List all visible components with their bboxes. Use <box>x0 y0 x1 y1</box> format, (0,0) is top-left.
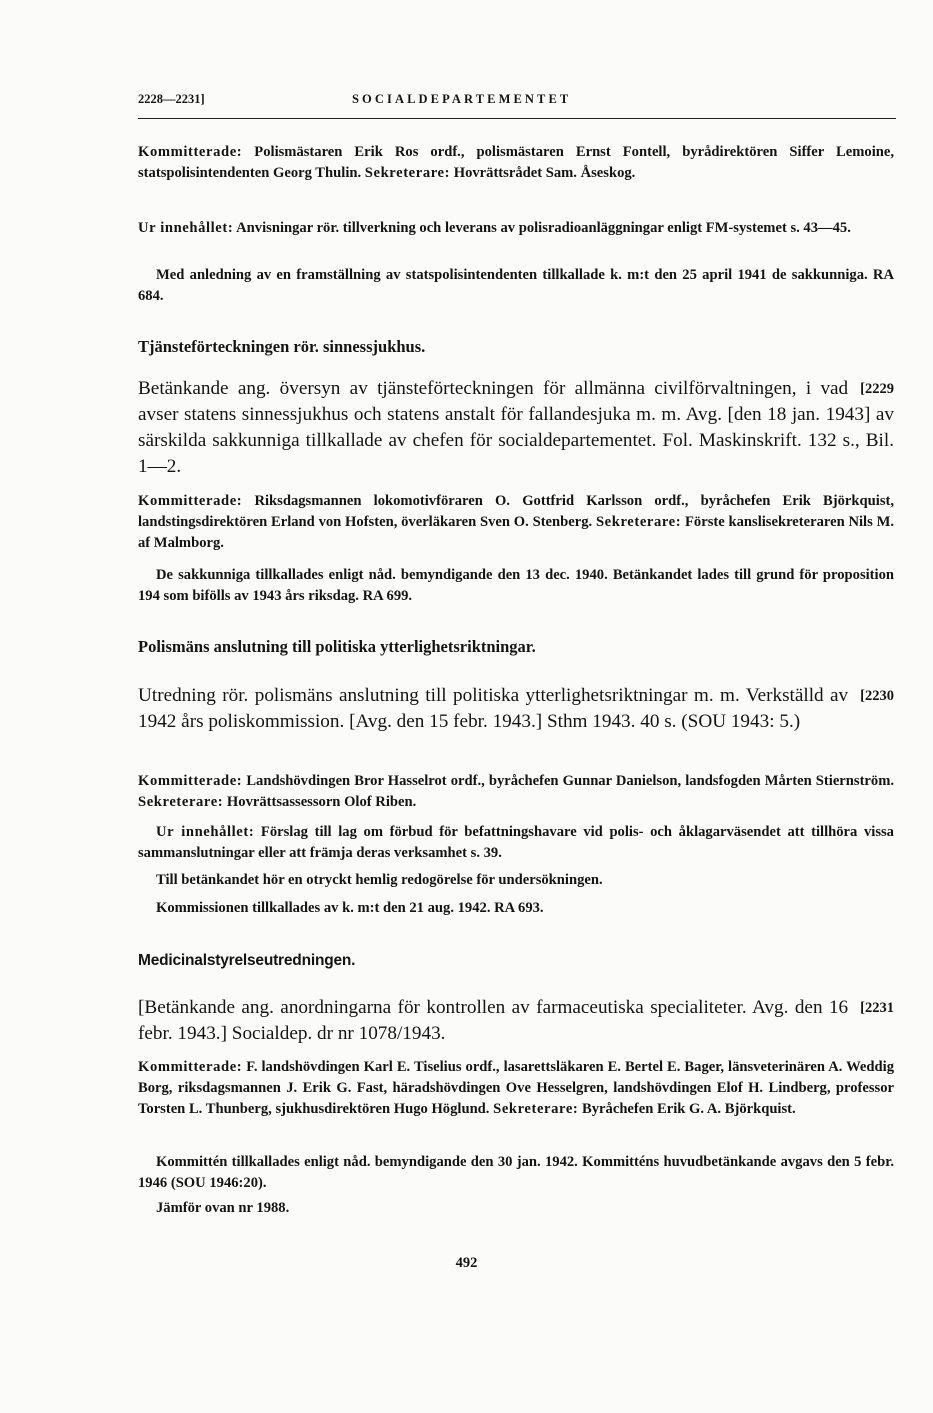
header-number-range: 2228—2231] <box>138 92 205 106</box>
entry-number: [2231 <box>860 1000 894 1016</box>
contents-paragraph: Ur innehållet: Förslag till lag om förbud för befattningshavare vid polis- och åklagarväsendet att tillhöra vissa sammanslutningar eller att främja deras verksamhet s. 39. <box>138 824 894 861</box>
section-heading: Polismäns anslutning till politiska ytterlighetsriktningar. <box>138 637 536 656</box>
header-department: SOCIALDEPARTEMENTET <box>352 92 572 106</box>
section-heading: Medicinalstyrelseutredningen. <box>138 952 356 969</box>
note-paragraph: Jämför ovan nr 1988. <box>156 1200 290 1216</box>
entry-number: [2229 <box>860 381 894 397</box>
report-title: [2231 [Betänkande ang. anordningarna för kontrollen av farmaceutiska specialiteter. Avg. den 16 febr. 1943.] Socialdep. dr nr 1078/1943. <box>138 997 894 1044</box>
note-paragraph: Kommittén tillkallades enligt nåd. bemyndigande den 30 jan. 1942. Kommitténs huvudbetänkande avgavs den 5 febr. 1946 (SOU 1946:20). <box>138 1154 894 1191</box>
report-title: [2230 Utredning rör. polismäns anslutning till politiska ytterlighetsriktningar m. m. Verkställd av 1942 års poliskommission. [Avg. den 15 febr. 1943.] Sthm 1943. 40 s. (SOU 1943: 5.) <box>138 685 894 732</box>
committee-paragraph: Kommitterade: Riksdagsmannen lokomotivföraren O. Gottfrid Karlsson ordf., byråchefen Erik Björkquist, landstingsdirektören Erland von Hofsten, överläkaren Sven O. Stenberg. Sekreterare: Förste kanslisekreteraren Nils M. af Malmborg. <box>138 493 895 551</box>
entry-number: [2230 <box>860 688 894 704</box>
committee-paragraph: Kommitterade: Landshövdingen Bror Hasselrot ordf., byråchefen Gunnar Danielson, landsfogden Mårten Stiernström. Sekreterare: Hovrättsassessorn Olof Riben. <box>138 773 895 810</box>
note-paragraph: Med anledning av en framställning av statspolisintendenten tillkallade k. m:t den 25 april 1941 de sakkunniga. RA 684. <box>138 267 894 304</box>
committee-paragraph: Kommitterade: F. landshövdingen Karl E. Tiselius ordf., lasarettsläkaren E. Bertel E. Bager, länsveterinären A. Weddig Borg, riksdagsmannen J. Erik G. Fast, häradshövdingen Ove Hesselgren, landshövdingen Elof H. Lindberg, professor Torsten L. Thunberg, sjukhusdirektören Hugo Höglund. Sekreterare: Byråchefen Erik G. A. Björkquist. <box>138 1059 894 1117</box>
note-paragraph: Kommissionen tillkallades av k. m:t den 21 aug. 1942. RA 693. <box>156 900 544 916</box>
contents-paragraph: Ur innehållet: Anvisningar rör. tillverkning och leverans av polisradioanläggningar enligt FM-systemet s. 43—45. <box>138 220 851 236</box>
section-heading: Tjänsteförteckningen rör. sinnessjukhus. <box>138 337 426 356</box>
page-number: 492 <box>455 1255 478 1271</box>
running-header <box>138 92 896 114</box>
note-paragraph: De sakkunniga tillkallades enligt nåd. bemyndigande den 13 dec. 1940. Betänkandet lades till grund för proposition 194 som bifölls av 1943 års riksdag. RA 699. <box>138 567 894 604</box>
report-title: [2229 Betänkande ang. översyn av tjänsteförteckningen för allmänna civilförvaltningen, i vad avser statens sinnessjukhus och statens anstalt för fallandesjuka m. m. Avg. [den 18 jan. 1943] av särskilda sakkunniga tillkallade av chefen för socialdepartementet. Fol. Maskinskrift. 132 s., Bil. 1—2. <box>138 378 894 477</box>
header-rule <box>138 118 896 119</box>
committee-paragraph: Kommitterade: Polismästaren Erik Ros ordf., polismästaren Ernst Fontell, byrådirektören Siffer Lemoine, statspolisintendenten Georg Thulin. Sekreterare: Hovrättsrådet Sam. Åseskog. <box>138 144 894 181</box>
note-paragraph: Till betänkandet hör en otryckt hemlig redogörelse för undersökningen. <box>156 872 603 888</box>
